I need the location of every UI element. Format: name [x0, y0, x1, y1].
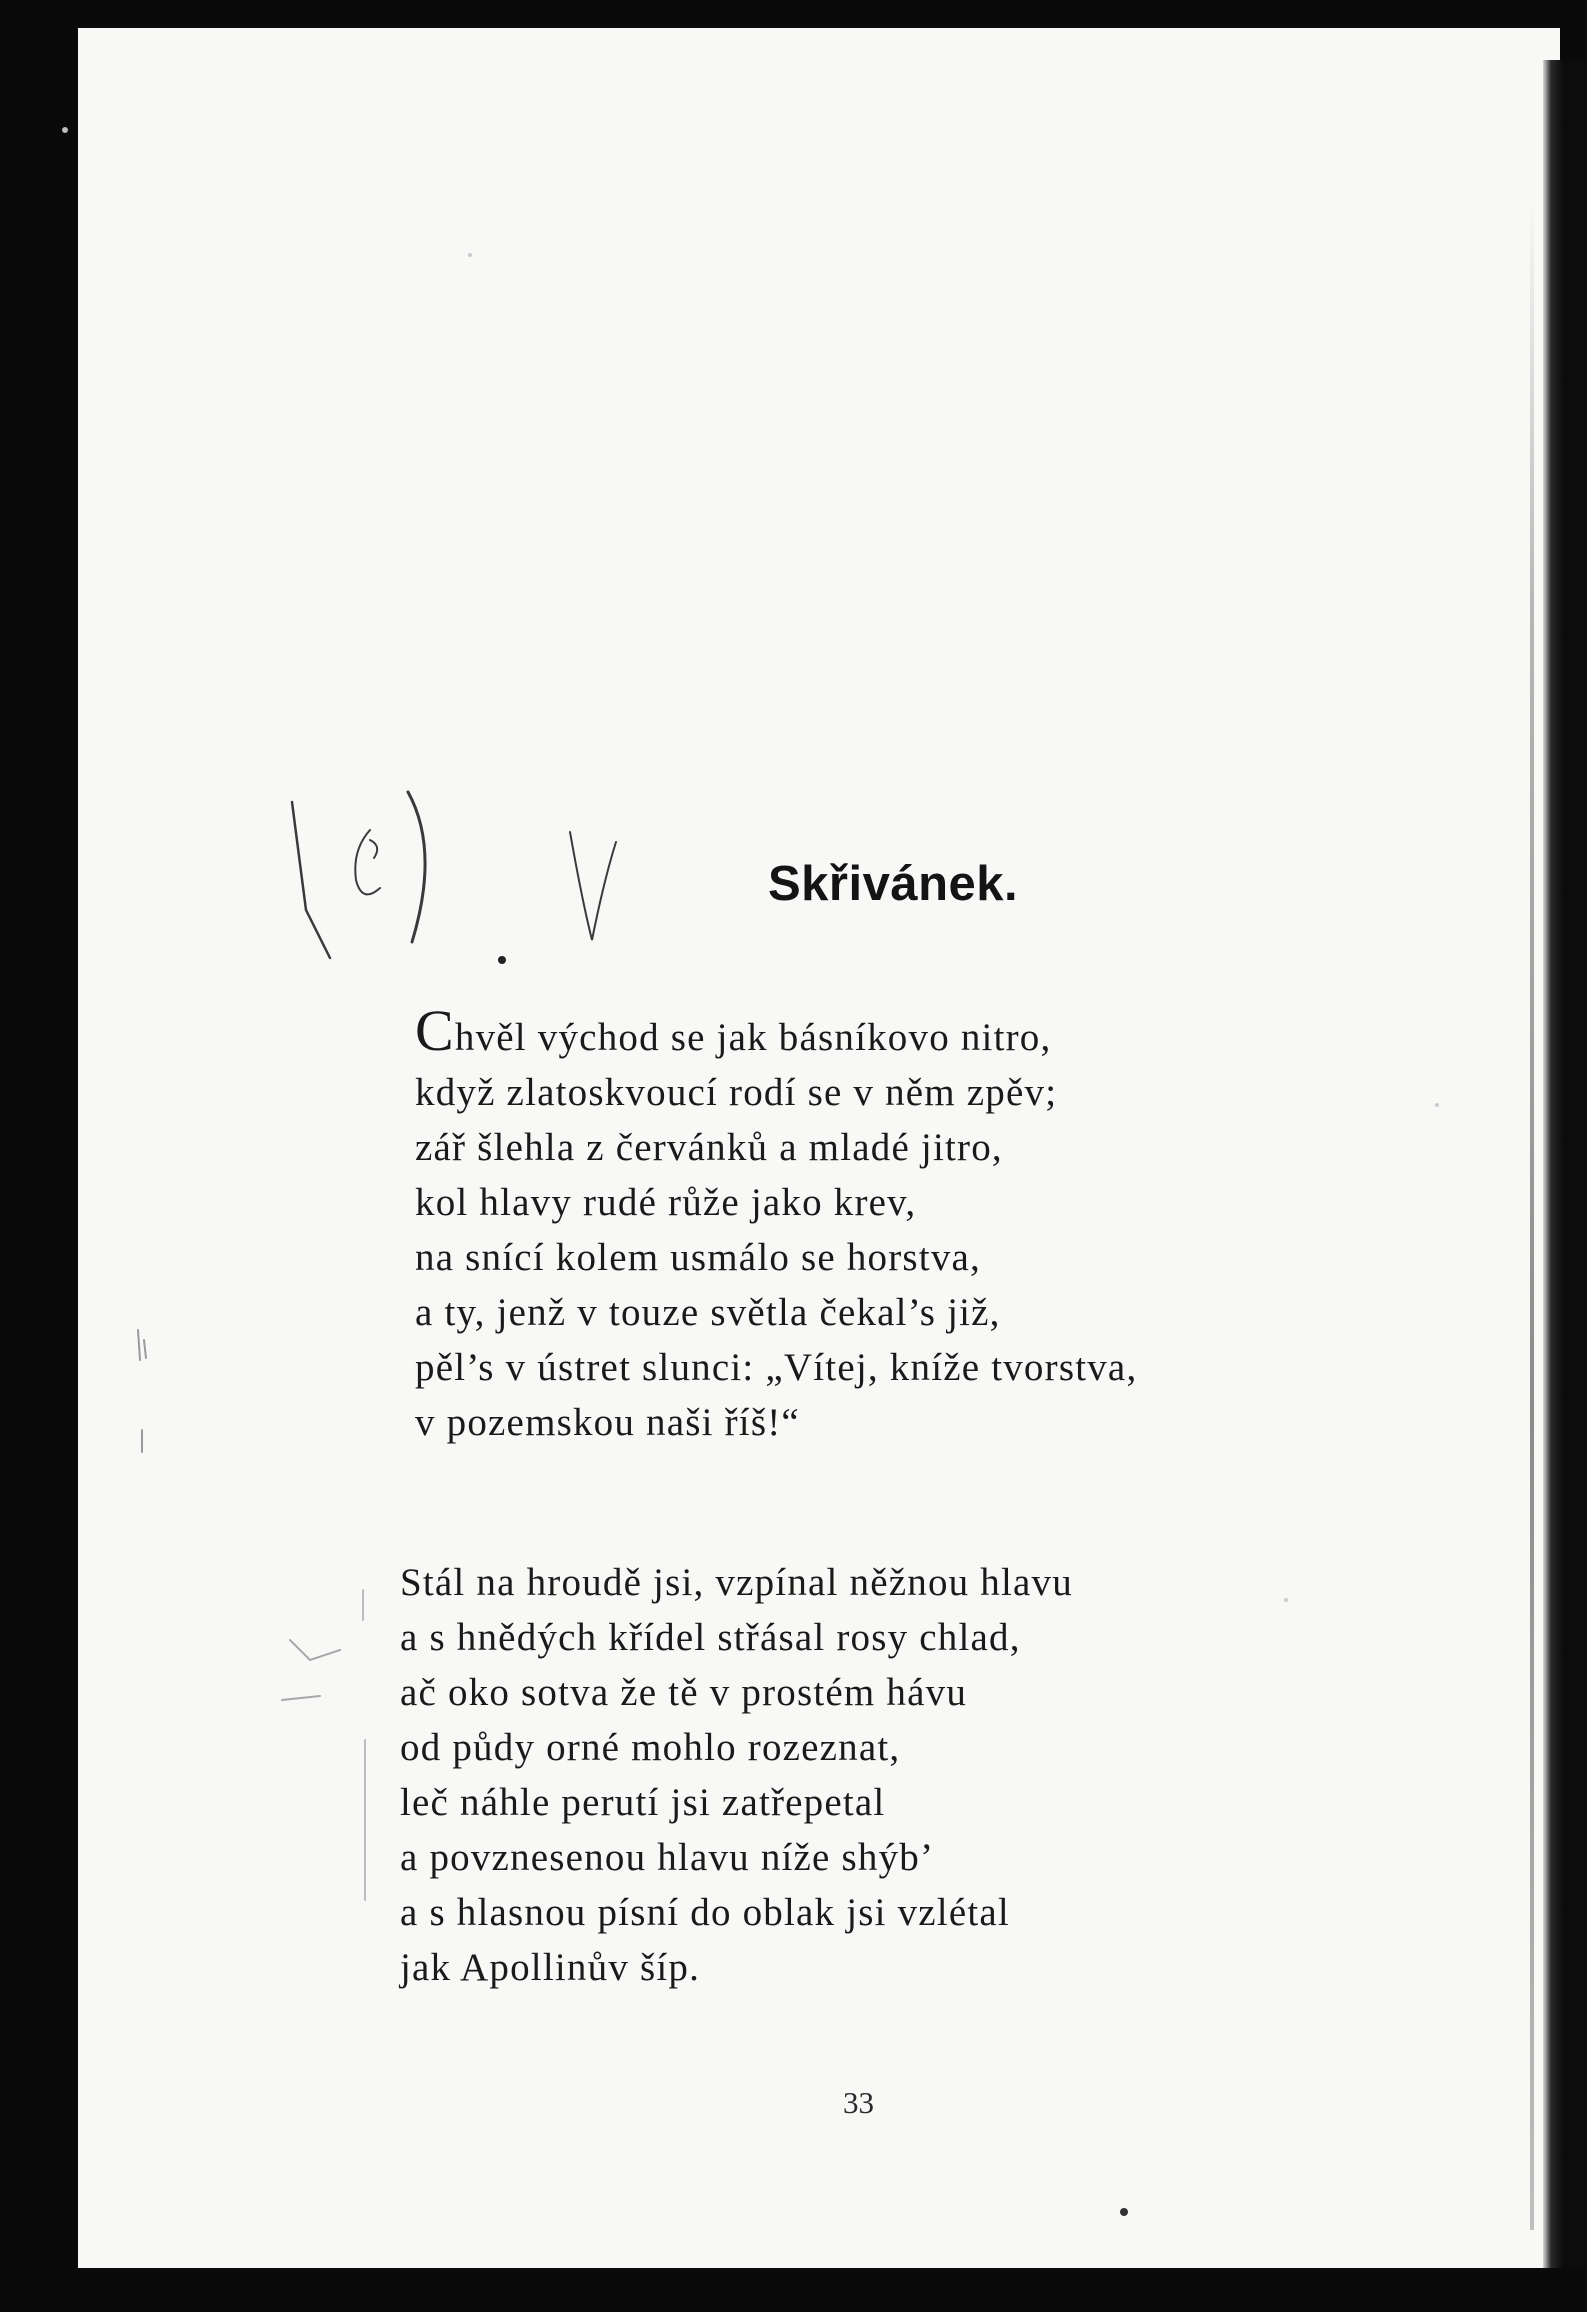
margin-check-mark	[280, 1630, 380, 1720]
verse-line: Stál na hroudě jsi, vzpínal něžnou hlavu	[400, 1561, 1073, 1604]
verse-line: pěl’s v ústret slunci: „Vítej, kníže tvorstva,	[415, 1346, 1138, 1389]
verse-line: a ty, jenž v touze světla čekal’s již,	[415, 1291, 1001, 1334]
stanza-2	[400, 1555, 1073, 1995]
verse-line: kol hlavy rudé růže jako krev,	[415, 1181, 917, 1224]
bottom-scan-border	[0, 2268, 1587, 2312]
verse-line: od půdy orné mohlo rozeznat,	[400, 1726, 901, 1769]
margin-pencil-marks	[120, 1300, 240, 1500]
verse-line: ač oko sotva že tě v prostém hávu	[400, 1671, 968, 1714]
stanza-1	[415, 998, 1138, 1450]
right-page-edge	[1543, 60, 1587, 2290]
handwritten-annotation	[270, 780, 640, 1000]
verse-line: zář šlehla z červánků a mladé jitro,	[415, 1126, 1003, 1169]
verse-line: a s hnědých křídel střásal rosy chlad,	[400, 1616, 1021, 1659]
verse-line: v pozemskou naši říš!“	[415, 1401, 800, 1444]
poem-title: Skřivánek.	[768, 857, 1019, 911]
verse-line: jak Apollinův šíp.	[400, 1946, 701, 1989]
verse-line: na snící kolem usmálo se horstva,	[415, 1236, 982, 1279]
verse-line: Chvěl východ se jak básníkovo nitro,	[415, 998, 1052, 1063]
drop-initial: C	[415, 998, 455, 1063]
verse-line: a s hlasnou písní do oblak jsi vzlétal	[400, 1891, 1010, 1934]
verse-line: když zlatoskvoucí rodí se v něm zpěv;	[415, 1071, 1058, 1114]
verse-line: a povznesenou hlavu níže shýb’	[400, 1836, 935, 1879]
page-fold-shadow	[1530, 200, 1534, 2230]
page-number: 33	[843, 2085, 874, 2120]
verse-line: leč náhle perutí jsi zatřepetal	[400, 1781, 886, 1824]
